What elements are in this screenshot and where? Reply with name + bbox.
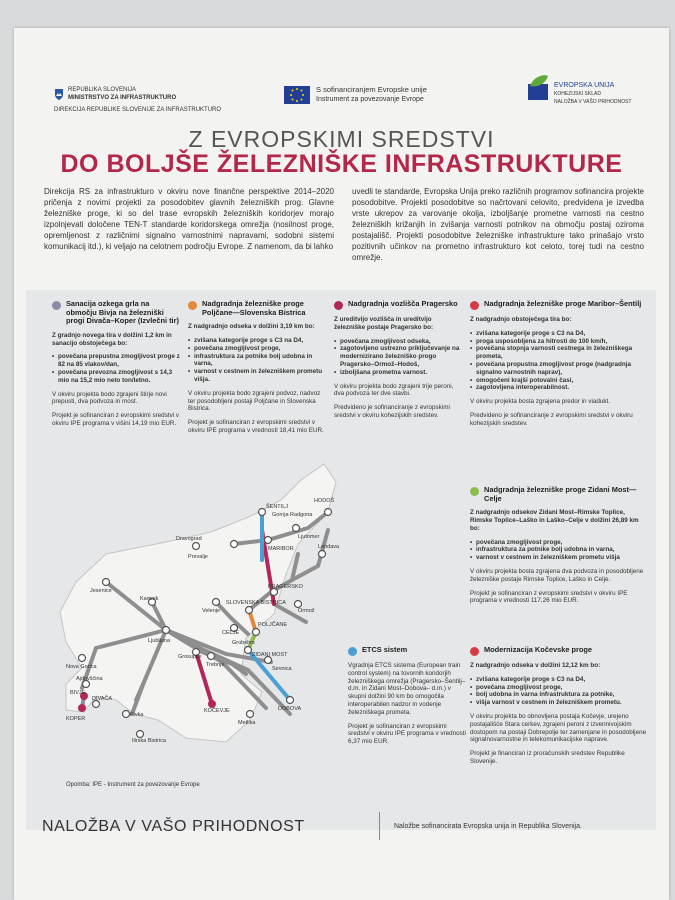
project-text: V okviru projekta bodo zgrajeni podvoz, nadvoz ter posodobljeni postaji Poljčane in Slovenska Bistrica. (188, 389, 321, 413)
map-label-lendava: Lendava (318, 544, 340, 550)
project-lead: Z nadgradnjo odseka v dolžini 12,12 km bo: (470, 662, 601, 669)
project-bullet: • povečana prepustna zmogljivost proge z 82 na 85 vlakov/dan, (52, 353, 180, 369)
map-label-pivka: Pivka (130, 712, 144, 718)
project-bullet: • povečana stopnja varnosti cestnega in železniškega prometa, (470, 345, 648, 361)
project-title: Nadgradnja železniške proge Poljčane—Slovenska Bistrica (202, 299, 306, 317)
map-label-poljcane: POLJČANE (258, 622, 288, 628)
project-color-dot (348, 647, 357, 656)
project-lead: Z nadgradnjo odsekov Zidani Most–Rimske Toplice, Rimske Toplice–Laško in Laško–Celje v dolžini 26,89 km bo: (470, 509, 639, 532)
project-title: Nadgradnja železniške proge Zidani Most—Celje (484, 485, 637, 503)
project-card-poljcane (188, 300, 326, 441)
project-bullets (188, 337, 326, 384)
ministry-line2: MINISTRSTVO ZA INFRASTRUKTURO (68, 95, 177, 101)
project-text: V okviru projekta bosta zgrajena predor in viadukt. (470, 398, 611, 406)
project-bullet: • zvišana kategorije proge s C3 na D4, (188, 337, 326, 345)
slovenia-railway-map (36, 442, 346, 772)
project-text: V okviru projekta bodo zgrajeni trije peroni, dva podvoza ter dve stavbi. (334, 382, 454, 398)
project-lead: Vgradnja ETCS sistema (European train control system) na tovornih koridorjih železniškega omrežja (Pragersko–Šentilj–d.m. in Zidani Most–Dobova– d.m.) v skupni dolžini 90 km bo omogočila interoperabilen nadzor in vodenje železniškega prometa. (348, 662, 466, 716)
map-label-celje: CELJE (222, 630, 240, 636)
map-label-velenje: Velenje (202, 608, 221, 614)
cohesion-leaf-icon (526, 74, 550, 104)
project-header (470, 646, 648, 656)
project-bullet: • povečana prevozna zmogljivost s 14,3 mio na 15,2 mio neto ton/letno. (52, 369, 180, 385)
map-label-ljubljana: Ljubljana (148, 638, 171, 644)
project-bullet: • infrastruktura za potnike bolj udobna in varna, (188, 353, 326, 369)
project-bullet: • izboljšana prometna varnost. (334, 369, 462, 377)
project-bullet: • varnost v cestnem in železniškem prometu višja (470, 554, 648, 562)
logo-bar (14, 28, 669, 128)
project-header (188, 300, 326, 317)
project-bullet: • zvišana kategorije proge s C3 na D4, (470, 676, 648, 684)
project-bullets (470, 539, 648, 562)
map-label-koper: KOPER (66, 716, 86, 722)
project-title: ETCS sistem (362, 645, 408, 654)
footer-divider (379, 812, 380, 840)
map-label-grobelno: Grobelno (232, 640, 255, 646)
project-bullets (52, 353, 180, 384)
ministry-line3: DIREKCIJA REPUBLIKE SLOVENIJE ZA INFRASTRUKTURO (54, 107, 222, 113)
project-bullet: • povečana zmogljivost proge, (470, 684, 648, 692)
ministry-line1: REPUBLIKA SLOVENIJA (68, 87, 137, 93)
projects-panel (26, 290, 656, 830)
map-label-dobova: DOBOVA (278, 706, 302, 712)
project-color-dot (188, 301, 197, 310)
project-funding: Projekt je sofinanciran z evropskimi sredstvi v okviru IPE programa v vrednosti 117,26 mio EUR. (470, 589, 628, 605)
project-funding: Projekt je financiran iz proračunskih sredstev Republike Slovenije. (470, 750, 625, 765)
cohesion-line3: NALOŽBA V VAŠO PRIHODNOST (554, 99, 632, 105)
map-label-bivje: BIVJE (70, 690, 86, 696)
project-bullet: • povečana zmogljivost proge, (188, 345, 326, 353)
project-bullet: • proga usposobljena za hitrosti do 100 km/h, (470, 338, 648, 346)
project-funding: Projekt je sofinanciran z evropskimi sredstvi v okviru IPE programa v vrednosti 18,41 mio EUR. (188, 419, 324, 434)
project-header (470, 486, 648, 503)
map-label-grosuplje: Grosuplje (178, 654, 202, 660)
map-label-sentilj: ŠENTILJ (266, 504, 289, 510)
project-bullet: • povečana zmogljivost proge, (470, 539, 648, 547)
map-label-ilirska: Ilirska Bistrica (132, 738, 166, 744)
project-lead: Z ureditvijo vozlišča in ureditvijo železniške postaje Pragersko bo: (334, 316, 434, 331)
map-label-pragersko: PRAGERSKO (268, 584, 303, 590)
map-label-maribor: MARIBOR (268, 546, 294, 552)
intro-right: uvedli te standarde, Evropska Unija preko različnih programov sofinancira projekte posodobitve. Projekti posodobitve so načrtovani celovito, predvidena je izvedba vrste ukrepov za varovanje okolja, izboljšanje prometne varnosti na cestno železniških križanjih in zvišanja varnosti potnikov na območju postaj oziroma postajališč. Projekti posodobitve železniške infrastrukture tako prinašajo vrsto pozitivnih učinkov na prometno infrastrukturo kot celoto, torej tudi na cestno omrežje. (352, 187, 644, 262)
project-card-bivje (52, 300, 180, 434)
project-lead: Z gradnjo novega tira v dolžini 1,2 km in sanacijo obstoječega bo: (52, 331, 172, 347)
project-funding: Projekt je sofinanciran z evropskimi sredstvi v okviru IPE programa v višini 14,19 mio EUR. (52, 412, 180, 427)
project-card-kocevje (470, 646, 648, 772)
map-label-jesenice: Jesenice (90, 588, 112, 594)
project-bullet: • infrastruktura za potnike bolj udobna in varna, (470, 546, 648, 554)
project-color-dot (470, 487, 479, 496)
footer-funding-note: Naložbe sofinancirata Evropska unija in Republika Slovenija. (394, 823, 582, 830)
project-card-sentilj (470, 300, 648, 434)
map-label-ajdovscina: Ajdovščina (76, 676, 103, 682)
project-bullets (470, 330, 648, 392)
project-bullet: • bolj udobna in varna infrastruktura za potnike, (470, 691, 648, 699)
title-line2: DO BOLJŠE ŽELEZNIŠKE INFRASTRUKTURE (60, 150, 623, 178)
map-label-dravograd: Dravograd (176, 536, 202, 542)
map-label-ormoz: Ormož (298, 608, 315, 614)
project-color-dot (52, 301, 61, 310)
project-title: Nadgradnja vozlišča Pragersko (348, 299, 458, 308)
project-color-dot (470, 301, 479, 310)
map-label-nova-gorica: Nova Gorica (66, 664, 97, 670)
eu-cofinance-line2: Instrument za povezovanje Evrope (316, 96, 424, 103)
cohesion-line2: KOHEZIJSKI SKLAD (554, 91, 601, 97)
project-text: V okviru projekta bosta zgrajena dva podvoza in posodobljene železniške postaje Rimske Toplice, Laško in Celje. (470, 567, 644, 583)
project-lead: Z nadgradnjo obstoječega tira bo: (470, 316, 572, 323)
project-bullet: • višja varnost v cestnem in železniškem prometu. (470, 699, 648, 707)
project-card-zidani-most (470, 486, 648, 611)
project-text: V okviru projekta bo obnovljena postaja Kočevje, urejeno postajališče Stara cerkev, zgrajeni peroni z izvennivojskim dostopom na postaji Dobrepolje ter zamenjane in posodobljene signalnovarnostne in telekomunikacijske naprave. (470, 712, 647, 744)
project-bullets (334, 338, 462, 377)
project-bullet: • zagotovljena interoperabilnost. (470, 384, 648, 392)
project-bullet: • varnost v cestnem in železniškem prometu višja. (188, 368, 326, 384)
project-funding: Predvideno je sofinanciranje z evropskimi sredstvi v okviru kohezijskih sredstev. (334, 404, 450, 419)
eu-cofinance-line1: S sofinanciranjem Evropske unije (316, 85, 427, 94)
project-color-dot (470, 647, 479, 656)
project-header (334, 300, 462, 310)
project-header (52, 300, 180, 326)
map-label-ljutomer: Ljutomer (298, 534, 320, 540)
map-label-kamnik: Kamnik (140, 596, 159, 602)
project-header (470, 300, 648, 310)
project-title: Modernizacija Kočevske proge (484, 645, 593, 654)
project-header (348, 646, 466, 656)
project-card-etcs (348, 646, 466, 752)
map-label-hodos: HODOŠ (314, 498, 335, 504)
map-label-prevalje: Prevalje (188, 554, 208, 560)
project-color-dot (334, 301, 343, 310)
project-funding: Projekt je sofinanciran z evropskimi sredstvi v okviru IPE programa v vrednosti 6,37 mio EUR. (348, 722, 466, 746)
map-label-zidani: ZIDANI MOST (252, 652, 288, 658)
map-label-metlika: Metlika (238, 720, 256, 726)
cohesion-line1: EVROPSKA UNIJA (554, 82, 615, 89)
project-bullet: • povečana zmogljivost odseka, (334, 338, 462, 346)
project-lead: Z nadgradnjo odseka v dolžini 3,19 km bo: (188, 323, 315, 331)
project-bullet: • zvišana kategorije proge s C3 na D4, (470, 330, 648, 338)
footer-slogan: NALOŽBA V VAŠO PRIHODNOST (42, 818, 305, 835)
project-title: Sanacija ozkega grla na območju Bivja na železniški progi Divača–Koper (Izvlečni tir) (66, 299, 179, 326)
eu-flag-icon (284, 86, 310, 104)
project-bullet: • zagotovljeno ustrezno priključevanje na modernizirano železniško progo Pragersko–Ormož–Hodoš, (334, 345, 462, 368)
title-line1: Z EVROPSKIMI SREDSTVI (188, 126, 495, 152)
map-label-kocevje: KOČEVJE (204, 708, 230, 714)
poster-sheet (14, 28, 669, 900)
project-bullets (470, 676, 648, 707)
project-title: Nadgradnja železniške proge Maribor–Šentilj (484, 299, 642, 308)
map-label-trebnje: Trebnje (206, 662, 225, 668)
project-funding: Predvideno je sofinanciranje z evropskimi sredstvi v okviru kohezijskih sredstev. (470, 411, 633, 427)
map-label-gornja: Gornja Radgona (272, 512, 313, 518)
project-bullet: • omogočeni krajši potovalni časi, (470, 377, 648, 385)
intro-left: Direkcija RS za infrastrukturo v okviru nove finančne perspektive 2014–2020 pričenja z novimi projekti za posodobitev glavnih železniških prog. Glavne železniške proge, ki so del trase evropskih železniških koridorjev morajo izpolnjevati določene TEN-T standarde koridorskega omrežja (nosilnost proge, opremljenost z različnimi signalno varnostnimi napravami, sodobni sistemi komunikacij itd.), ki veljajo na celotnem področju Evrope. Z namenom, da bi lahko (44, 187, 334, 251)
map-label-divaca: DIVAČA (92, 696, 113, 702)
map-note: Opomba: IPE - Instrument za povezovanje Evrope (66, 782, 200, 788)
slovenia-coat-of-arms-icon (54, 88, 64, 100)
map-label-sevnica: Sevnica (272, 666, 292, 672)
project-bullet: • povečana propustna zmogljivost proge (nadgradnja signalno varnostnih naprav), (470, 361, 648, 377)
project-card-pragersko (334, 300, 462, 426)
project-text: V okviru projekta bodo zgrajeni štirje novi prepusti, dva podvoza in most. (52, 390, 167, 406)
map-label-slov-bistrica: SLOVENSKA BISTRICA (226, 600, 286, 606)
